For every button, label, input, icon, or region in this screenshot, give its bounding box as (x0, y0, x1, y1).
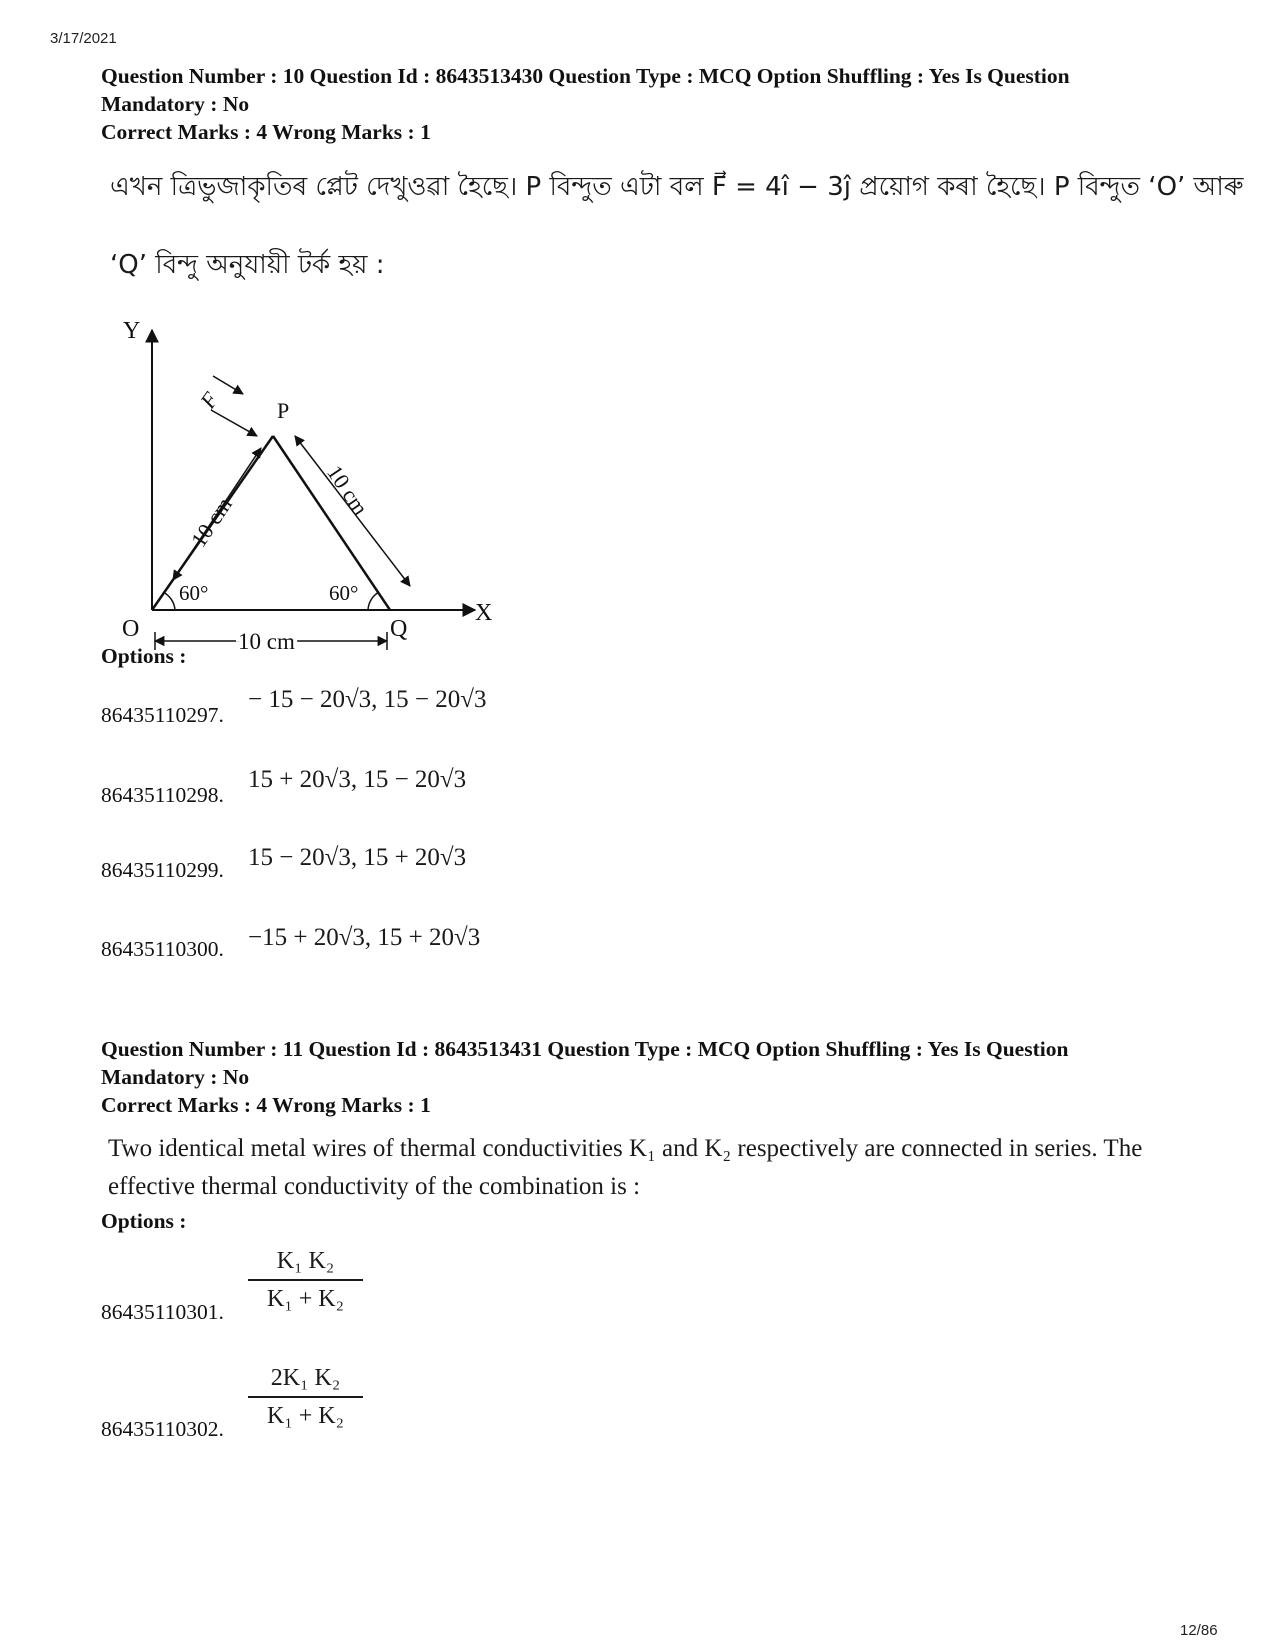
q11-option-2-denominator: K₁ + K₂ (267, 1403, 344, 1429)
q11-options-label: Options : (101, 1209, 187, 1233)
q10-option-1-value: − 15 − 20√3, 15 − 20√3 (248, 686, 487, 713)
side-oq-label: 10 cm (238, 629, 295, 654)
page-number: 12/86 (1180, 1622, 1218, 1639)
q10-options-label: Options : (101, 644, 187, 668)
angle-o-label: 60° (179, 581, 209, 605)
q10-question-line1: এখন ত্ৰিভুজাকৃতিৰ প্লেট দেখুওৱা হৈছে। P বিন্দুত এটা বল F⃗ = 4î − 3ĵ প্ৰয়োগ কৰা হৈছে। P বিন্দুত ‘O’ আৰু (110, 172, 1244, 202)
fraction-bar (248, 1396, 363, 1398)
print-date: 3/17/2021 (50, 30, 117, 47)
q10-option-3-value: 15 − 20√3, 15 + 20√3 (248, 844, 467, 871)
q10-option-4-value: −15 + 20√3, 15 + 20√3 (248, 924, 481, 951)
q10-question-line2: ‘Q’ বিন্দু অনুযায়ী টৰ্ক হয় : (110, 250, 385, 280)
q10-option-2-id: 86435110298. (101, 783, 224, 807)
q11-header: Question Number : 11 Question Id : 8643513431 Question Type : MCQ Option Shuffling : Yes Is Question Mandatory : No (101, 1037, 1069, 1089)
side-pq-label: 10 cm (322, 460, 374, 520)
fraction-bar (248, 1279, 363, 1281)
q10-option-1-id: 86435110297. (101, 703, 224, 727)
q11-option-1-id: 86435110301. (101, 1300, 224, 1324)
q10-header: Question Number : 10 Question Id : 8643513430 Question Type : MCQ Option Shuffling : Yes Is Question Mandatory : No (101, 64, 1070, 116)
side-op-label: 10 cm (185, 492, 237, 552)
q11-option-2-id: 86435110302. (101, 1417, 224, 1441)
q11-question-text: Two identical metal wires of thermal conductivities K₁ and K₂ respectively are connected in series. The effective thermal conductivity of the combination is : (108, 1135, 1143, 1200)
q11-option-1-denominator: K₁ + K₂ (267, 1286, 344, 1312)
o-label: O (122, 616, 140, 642)
q10-option-2-value: 15 + 20√3, 15 − 20√3 (248, 766, 467, 793)
triangle-diagram (115, 318, 535, 658)
q11-option-2-fraction (248, 1362, 363, 1432)
x-label: X (475, 600, 493, 626)
q10-option-4-id: 86435110300. (101, 937, 224, 961)
q10-option-3-id: 86435110299. (101, 858, 224, 882)
q11-marks: Correct Marks : 4 Wrong Marks : 1 (101, 1093, 431, 1117)
f-label: F (194, 387, 224, 413)
q-label: Q (390, 616, 408, 642)
force-arrow (211, 410, 257, 436)
q11-option-2-numerator: 2K₁ K₂ (270, 1365, 341, 1391)
q11-option-1-numerator: K₁ K₂ (276, 1248, 335, 1274)
q10-marks: Correct Marks : 4 Wrong Marks : 1 (101, 120, 431, 144)
q11-option-1-fraction (248, 1245, 363, 1315)
y-label: Y (123, 318, 141, 344)
angle-q-label: 60° (329, 581, 359, 605)
force-label-arrow (213, 376, 243, 394)
p-label: P (277, 398, 290, 423)
